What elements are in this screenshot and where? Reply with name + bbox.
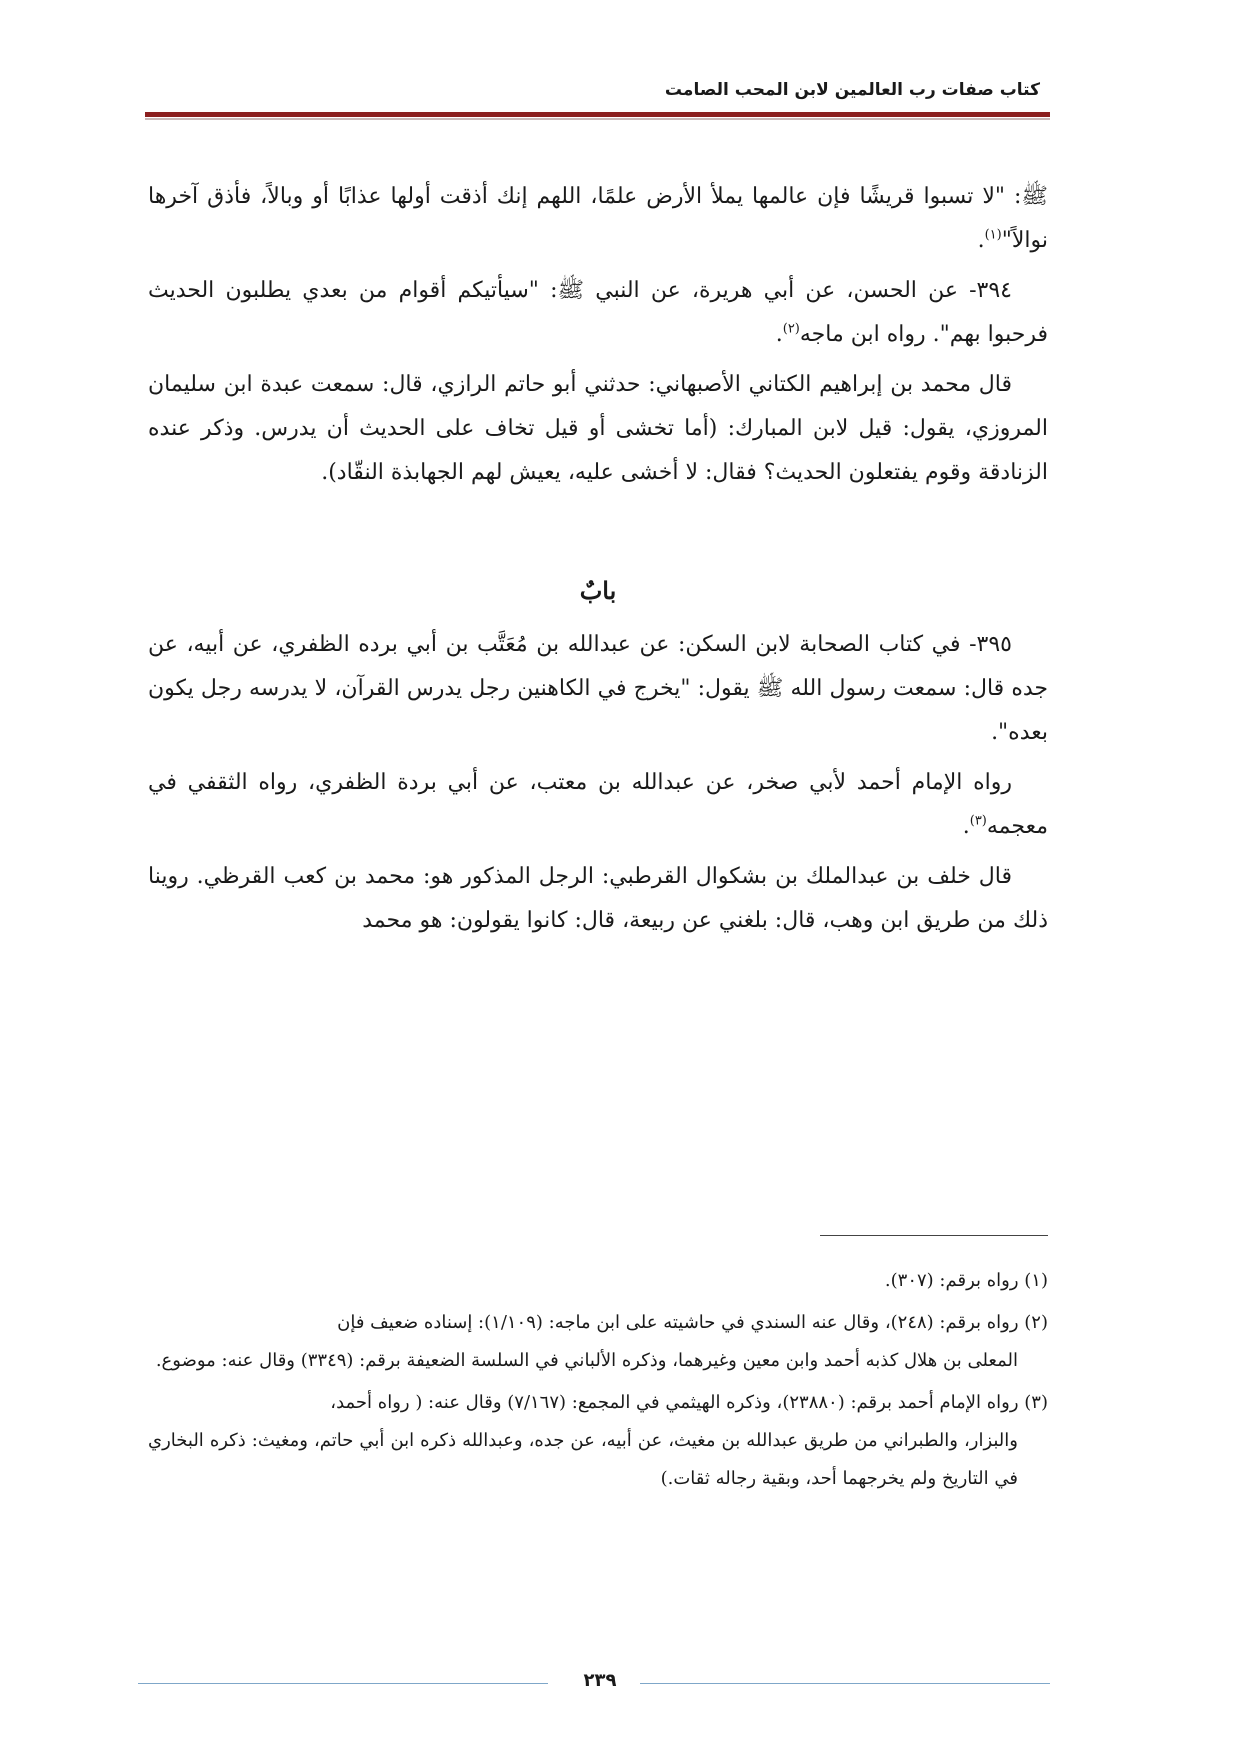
- paragraph-1-end: .: [977, 228, 985, 253]
- paragraph-394-text: ٣٩٤- عن الحسن، عن أبي هريرة، عن النبي ﷺ: "سيأتيكم أقوام من بعدي يطلبون الحديث فرحبوا بهم". رواه ابن ماجه: [148, 278, 1048, 347]
- paragraph-bashkuwal: قال خلف بن عبدالملك بن بشكوال القرطبي: الرجل المذكور هو: محمد بن كعب القرظي. روينا ذلك من طريق ابن وهب، قال: بلغني عن ربيعة، قال: كانوا يقولون: هو محمد: [148, 864, 1048, 933]
- footnote-3-continuation: والبزار، والطبراني من طريق عبدالله بن مغيث، عن أبيه، عن جده، وعبدالله ذكره ابن أبي حاتم، ومغيث: ذكره البخاري في التاريخ ولم يخرجهما أحد، وبقية رجاله ثقات.): [148, 1430, 1018, 1489]
- header-rule-thin: [145, 118, 1050, 120]
- paragraph-ahmad-text: رواه الإمام أحمد لأبي صخر، عن عبدالله بن معتب، عن أبي بردة الظفري، رواه الثقفي في معجمه: [148, 770, 1048, 839]
- footer-rule-right: [640, 1683, 1050, 1684]
- paragraph-1-text: ﷺ: "لا تسبوا قريشًا فإن عالمها يملأ الأرض علمًا، اللهم إنك أذقت أولها عذابًا أو وبالاً، فأذق آخرها نوالاً": [148, 184, 1048, 253]
- paragraph-kattani: قال محمد بن إبراهيم الكتاني الأصبهاني: حدثني أبو حاتم الرازي، قال: سمعت عبدة ابن سليمان المروزي، يقول: قيل لابن المبارك: (أما تخشى أو قيل تخاف على الحديث أن يدرس. وذكر عنده الزنادقة وقوم يفتعلون الحديث؟ فقال: لا أخشى عليه، يعيش لهم الجهابذة النقّاد).: [148, 372, 1048, 485]
- running-header-title: كتاب صفات رب العالمين لابن المحب الصامت: [664, 80, 1040, 100]
- paragraph-1: [148, 175, 1048, 263]
- footnote-2-continuation: المعلى بن هلال كذبه أحمد وابن معين وغيرهما، وذكره الألباني في السلسة الضعيفة برقم: (٣٣٤٩) وقال عنه: موضوع.: [155, 1350, 1018, 1371]
- paragraph-394: [148, 269, 1048, 357]
- paragraph-395: ٣٩٥- في كتاب الصحابة لابن السكن: عن عبدالله بن مُعَتَّب بن أبي برده الظفري، عن أبيه، عن جده قال: سمعت رسول الله ﷺ يقول: "يخرج في الكاهنين رجل يدرس القرآن، لا يدرسه رجل يكون بعده".: [148, 632, 1048, 745]
- footnotes: [148, 1262, 1048, 1502]
- footnote-separator: [820, 1235, 1048, 1236]
- paragraph-ahmad-end: .: [962, 814, 970, 839]
- footnote-3: [148, 1384, 1048, 1498]
- footnote-1: (١) رواه برقم: (٣٠٧).: [884, 1270, 1048, 1291]
- footnote-2: [148, 1304, 1048, 1380]
- footnote-ref-3: (٣): [969, 813, 987, 829]
- paragraph-394-end: .: [775, 322, 783, 347]
- section-heading: بابٌ: [579, 576, 617, 605]
- footnote-ref-1: (١): [984, 227, 1002, 243]
- header-rule-thick: [145, 112, 1050, 117]
- footnote-3-first-line: (٣) رواه الإمام أحمد برقم: (٢٣٨٨٠)، وذكره الهيثمي في المجمع: (٧/١٦٧) وقال عنه: ( رواه أحمد،: [330, 1392, 1048, 1413]
- footnote-2-first-line: (٢) رواه برقم: (٢٤٨)، وقال عنه السندي في حاشيته على ابن ماجه: (١/١٠٩): إسناده ضعيف فإن: [337, 1312, 1048, 1333]
- page-number: ٢٣٩: [583, 1670, 617, 1691]
- footnote-ref-2: (٢): [782, 321, 800, 337]
- footer-rule-left: [138, 1683, 548, 1684]
- paragraph-ahmad: [148, 761, 1048, 849]
- main-text: [148, 175, 1048, 949]
